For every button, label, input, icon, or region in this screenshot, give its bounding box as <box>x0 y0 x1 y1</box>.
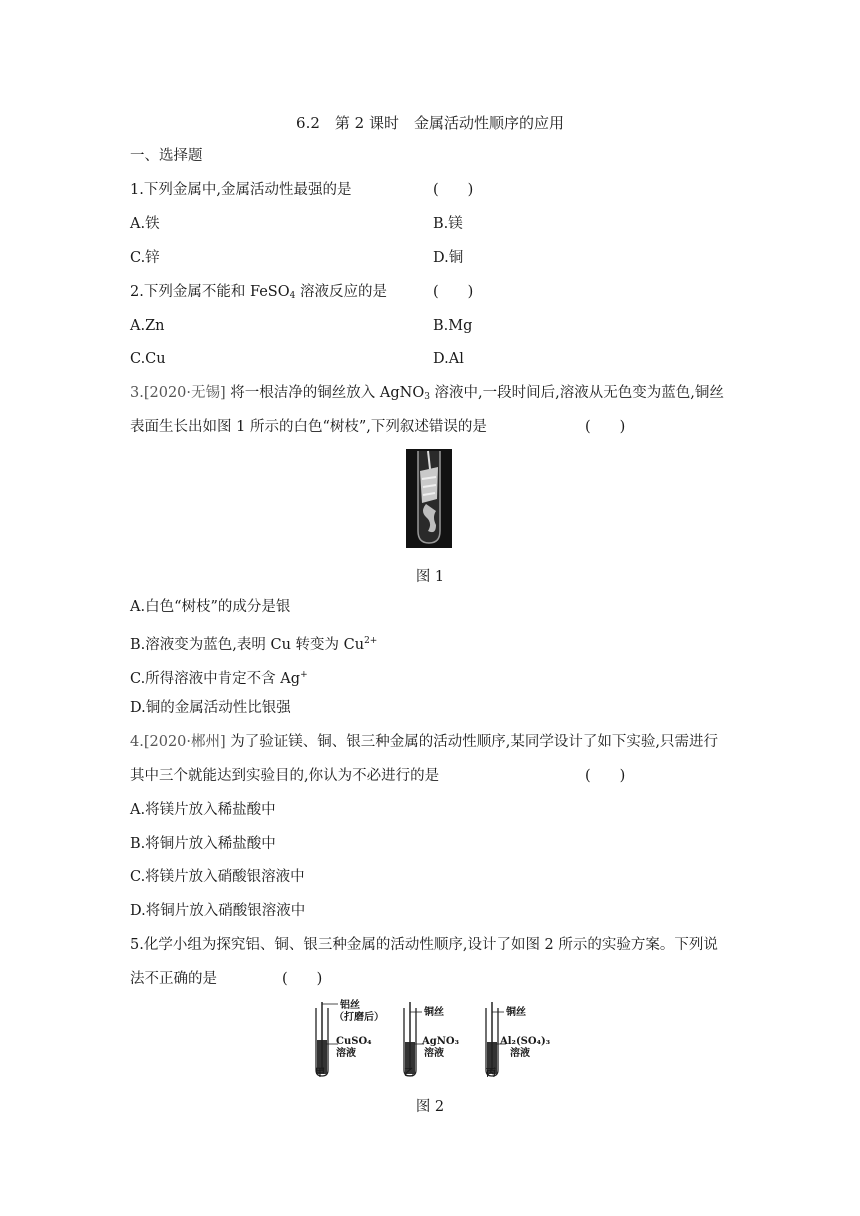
q4-option-a: A.将镁片放入稀盐酸中 <box>130 802 276 818</box>
q2-answer-bracket: ( ) <box>433 284 474 300</box>
q5-answer-bracket: ( ) <box>282 971 323 987</box>
q1-option-b: B.镁 <box>433 216 463 232</box>
section-heading: 一、选择题 <box>130 148 203 164</box>
q1-stem: 1.下列金属中,金属活动性最强的是 <box>130 182 352 198</box>
silver-tree-test-tube-photo <box>406 449 452 548</box>
figure-1-caption: 图 1 <box>415 569 445 585</box>
q2-option-c: C.Cu <box>130 351 166 367</box>
tube-bing-solution-suffix: 溶液 <box>510 1048 530 1059</box>
q2-stem: 2.下列金属不能和 FeSO$_4$ 溶液反应的是 <box>130 284 387 301</box>
q3-stem-line2: 表面生长出如图 1 所示的白色“树枝”,下列叙述错误的是 <box>130 419 487 435</box>
q2-option-a: A.Zn <box>130 318 165 334</box>
tube-jia-solution: CuSO₄ <box>336 1036 372 1047</box>
test-tube-yi-icon <box>404 1002 424 1076</box>
q4-option-b: B.将铜片放入稀盐酸中 <box>130 836 276 852</box>
figure-2-caption: 图 2 <box>415 1099 445 1115</box>
q3-option-c: C.所得溶液中肯定不含 Ag+ <box>130 670 308 687</box>
q1-option-d: D.铜 <box>433 250 464 266</box>
figure-2-diagram <box>300 1000 560 1082</box>
tube-jia-solution-suffix: 溶液 <box>336 1048 356 1059</box>
q4-answer-bracket: ( ) <box>585 768 626 784</box>
q3-stem-line1: 3.[2020·无锡] 将一根洁净的铜丝放入 AgNO$_3$ 溶液中,一段时间后,溶液从无色变为蓝色,铜丝 <box>130 385 724 402</box>
tube-yi-solution-suffix: 溶液 <box>424 1048 444 1059</box>
q3-option-b: B.溶液变为蓝色,表明 Cu 转变为 $Cu^{2+}$ <box>130 636 378 653</box>
tube-jia-wire-label: 铝丝 <box>340 1000 360 1011</box>
tube-yi-wire-label: 铜丝 <box>424 1007 444 1018</box>
q5-stem-line2: 法不正确的是 <box>130 971 217 987</box>
tube-bing-name: 丙 <box>486 1068 496 1079</box>
tube-bing-wire-label: 铜丝 <box>506 1007 526 1018</box>
q4-option-c: C.将镁片放入硝酸银溶液中 <box>130 869 305 885</box>
q3-answer-bracket: ( ) <box>585 419 626 435</box>
q3-option-d: D.铜的金属活动性比银强 <box>130 700 291 716</box>
q5-stem-line1: 5.化学小组为探究铝、铜、银三种金属的活动性顺序,设计了如图 2 所示的实验方案。下列说 <box>130 937 718 953</box>
tube-bing-solution: Al₂(SO₄)₃ <box>500 1036 551 1047</box>
page-title: 6.2 第 2 课时 金属活动性顺序的应用 <box>296 114 564 132</box>
q4-option-d: D.将铜片放入硝酸银溶液中 <box>130 903 306 919</box>
q3-option-a: A.白色“树枝”的成分是银 <box>130 599 291 615</box>
q4-stem-line1: 4.[2020·郴州] 为了验证镁、铜、银三种金属的活动性顺序,某同学设计了如下实验,只需进行 <box>130 734 718 750</box>
tube-yi-solution: AgNO₃ <box>422 1036 459 1047</box>
tube-jia-note: （打磨后） <box>334 1012 384 1023</box>
q1-option-a: A.铁 <box>130 216 160 232</box>
q2-option-d: D.Al <box>433 351 464 367</box>
q1-option-c: C.锌 <box>130 250 160 266</box>
tube-jia-name: 甲 <box>315 1068 325 1079</box>
tube-yi-name: 乙 <box>404 1068 414 1079</box>
q1-answer-bracket: ( ) <box>433 182 474 198</box>
q4-stem-line2: 其中三个就能达到实验目的,你认为不必进行的是 <box>130 768 440 784</box>
q2-option-b: B.Mg <box>433 318 473 334</box>
